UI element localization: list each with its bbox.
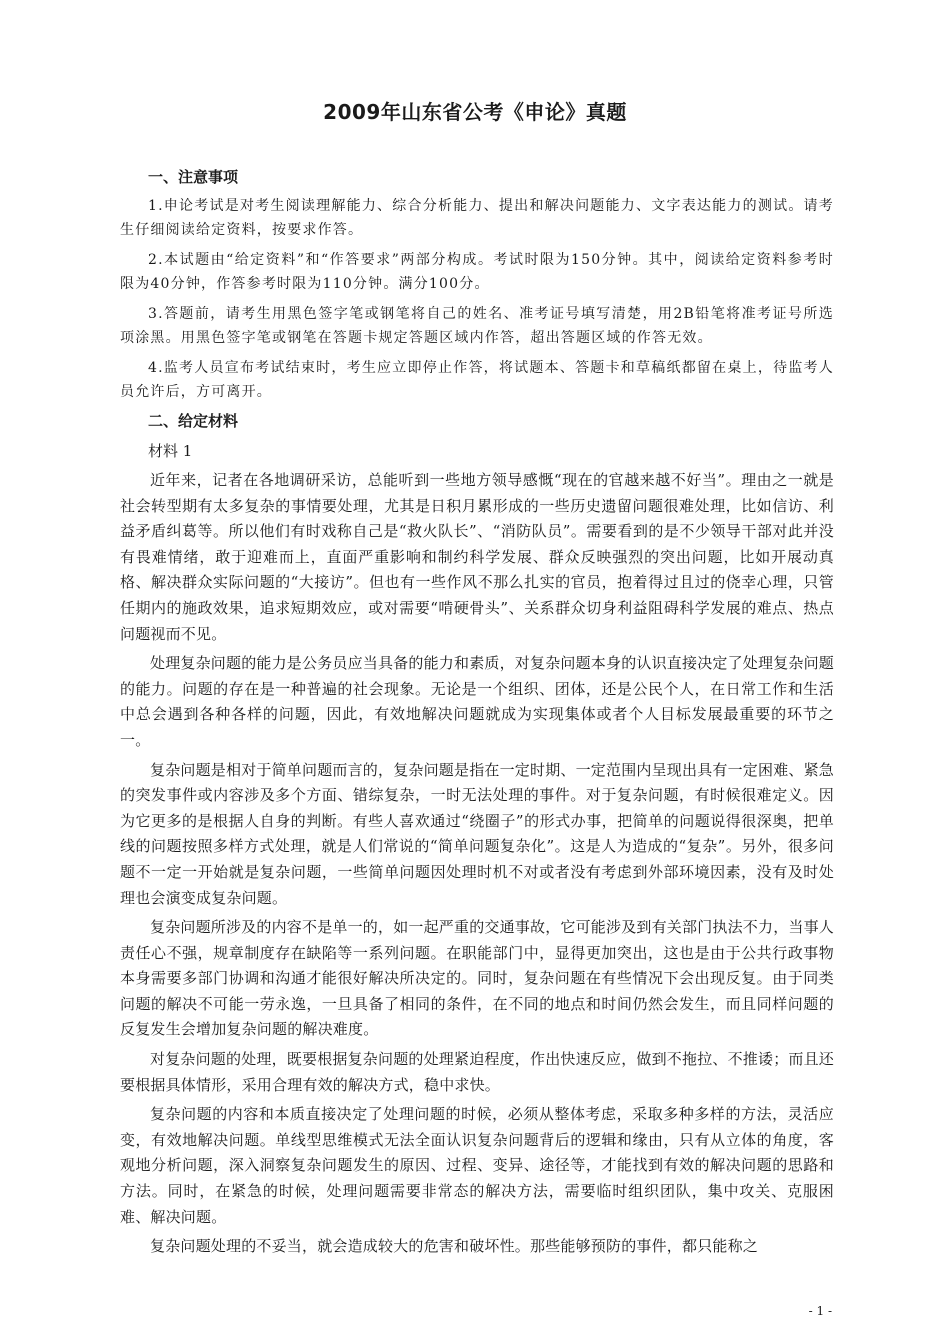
material-paragraph: 复杂问题是相对于简单问题而言的，复杂问题是指在一定时期、一定范围内呈现出具有一定困难、紧急的突发事件或内容涉及多个方面、错综复杂，一时无法处理的事件。对于复杂问题，有时候很难定义。因为它更多的是根据人自身的判断。有些人喜欢通过“绕圈子”的形式办事，把简单的问题说得很深奥，把单线的问题按照多样方式处理，就是人们常说的“简单问题复杂化”。这是人为造成的“复杂”。另外，很多问题不一定一开始就是复杂问题，一些简单问题因处理时机不对或者没有考虑到外部环境因素，没有及时处理也会演变成复杂问题。 (120, 760, 835, 907)
material-paragraph: 处理复杂问题的能力是公务员应当具备的能力和素质，对复杂问题本身的认识直接决定了处理复杂问题的能力。问题的存在是一种普遍的社会现象。无论是一个组织、团体，还是公民个人，在日常工作和生活中总会遇到各种各样的问题，因此，有效地解决问题就成为实现集体或者个人目标发展最重要的环节之一。 (120, 654, 835, 749)
section-heading-notes: 一、注意事项 (148, 168, 239, 186)
material-paragraph: 近年来，记者在各地调研采访，总能听到一些地方领导感慨“现在的官越来越不好当”。理由之一就是社会转型期有太多复杂的事情要处理，尤其是日积月累形成的一些历史遗留问题很难处理，比如信访、利益矛盾纠葛等。所以他们有时戏称自己是“救火队长”、“消防队员”。需要看到的是不少领导干部对此并没有畏难情绪，敢于迎难而上，直面严重影响和制约科学发展、群众反映强烈的突出问题，比如开展动真格、解决群众实际问题的“大接访”。但也有一些作风不那么扎实的官员，抱着得过且过的侥幸心理，只管任期内的施政效果，追求短期效应，或对需要“啃硬骨头”、关系群众切身利益阻碍科学发展的难点、热点问题视而不见。 (120, 471, 834, 643)
material-text (120, 468, 834, 1260)
material-paragraph: 复杂问题所涉及的内容不是单一的，如一起严重的交通事故，它可能涉及到有关部门执法不力，当事人责任心不强，规章制度存在缺陷等一系列问题。在职能部门中，显得更加突出，这也是由于公共行政事物本身需要多部门协调和沟通才能很好解决所决定的。同时，复杂问题在有些情况下会出现反复。由于同类问题的解决不可能一劳永逸，一旦具备了相同的条件，在不同的地点和时间仍然会发生，而且同样问题的反复发生会增加复杂问题的解决难度。 (120, 918, 835, 1039)
page-number: - 1 - (808, 1304, 832, 1318)
material-paragraph: 对复杂问题的处理，既要根据复杂问题的处理紧迫程度，作出快速反应，做到不拖拉、不推诿；而且还要根据具体情形，采用合理有效的解决方式，稳中求快。 (120, 1050, 835, 1094)
notice-item: 2.本试题由“给定资料”和“作答要求”两部分构成。考试时限为150分钟。其中，阅读给定资料参考时限为40分钟，作答参考时限为110分钟。满分100分。 (120, 252, 834, 292)
document-title: 2009年山东省公考《申论》真题 (323, 100, 627, 124)
material-paragraph: 复杂问题处理的不妥当，就会造成较大的危害和破坏性。那些能够预防的事件，都只能称之 (150, 1237, 759, 1256)
notice-item: 4.监考人员宣布考试结束时，考生应立即停止作答，将试题本、答题卡和草稿纸都留在桌上，待监考人员允许后，方可离开。 (120, 360, 834, 400)
notice-item: 3.答题前，请考生用黑色签字笔或钢笔将自己的姓名、准考证号填写清楚，用2B铅笔将准考证号所选项涂黑。用黑色签字笔或钢笔在答题卡规定答题区域内作答，超出答题区域的作答无效。 (120, 306, 834, 346)
document-body (120, 166, 834, 1264)
notice-list (120, 194, 834, 404)
material-paragraph: 复杂问题的内容和本质直接决定了处理问题的时候，必须从整体考虑，采取多种多样的方法，灵活应变，有效地解决问题。单线型思维模式无法全面认识复杂问题背后的逻辑和缘由，只有从立体的角度，客观地分析问题，深入洞察复杂问题发生的原因、过程、变异、途径等，才能找到有效的解决问题的思路和方法。同时，在紧急的时候，处理问题需要非常态的解决方法，需要临时组织团队，集中攻关、克服困难、解决问题。 (120, 1105, 834, 1226)
notice-item: 1.申论考试是对考生阅读理解能力、综合分析能力、提出和解决问题能力、文字表达能力的测试。请考生仔细阅读给定资料，按要求作答。 (120, 198, 834, 238)
section-heading-materials: 二、给定材料 (148, 412, 239, 430)
material-label: 材料 1 (148, 442, 193, 460)
